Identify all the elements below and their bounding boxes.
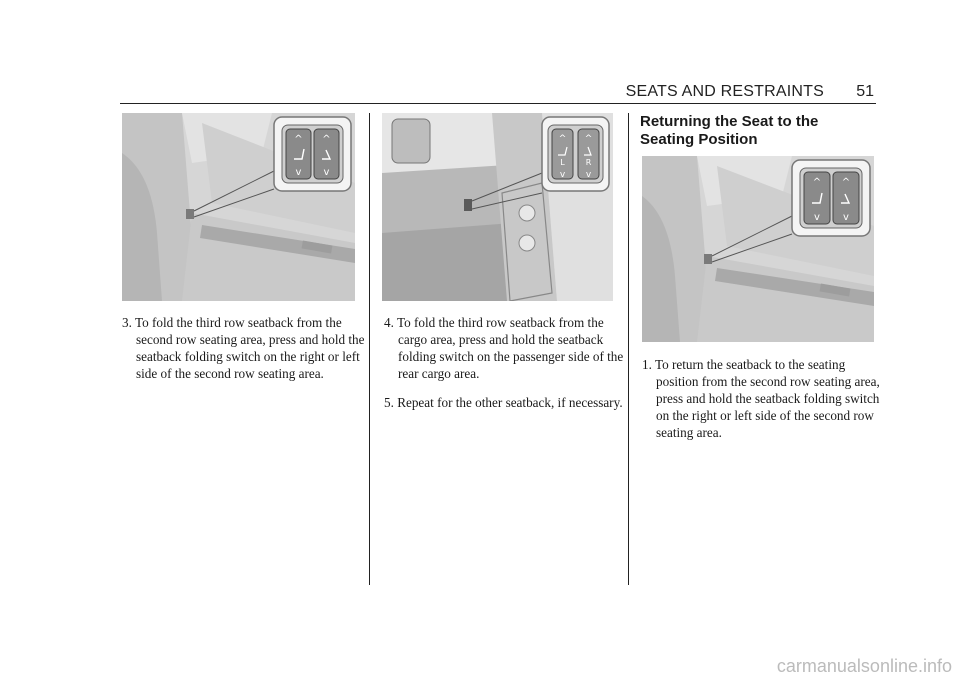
svg-text:^: ^: [584, 134, 593, 144]
svg-text:v: v: [295, 167, 302, 178]
switch-label-right: R: [585, 158, 592, 167]
svg-text:v: v: [323, 167, 330, 178]
section-heading: Returning the Seat to the Seating Position: [640, 113, 819, 148]
switch-label-left: L: [560, 158, 565, 167]
svg-text:v: v: [814, 212, 820, 223]
step-number: 5.: [384, 395, 394, 410]
svg-text:^: ^: [841, 177, 851, 188]
svg-text:v: v: [843, 212, 849, 223]
step-1: [642, 356, 888, 441]
running-header: [120, 80, 876, 102]
step-text: To fold the third row seatback from the second row seating area, press and hold the seatback folding switch on the right or left side of the second row seating area.: [134, 315, 365, 381]
svg-text:v: v: [585, 170, 592, 180]
section-title: SEATS AND RESTRAINTS: [625, 83, 824, 100]
step-number: 1.: [642, 357, 652, 372]
step-text: Repeat for the other seatback, if necessary.: [397, 395, 623, 410]
step-number: 3.: [122, 315, 132, 330]
step-3: [122, 314, 372, 382]
svg-text:v: v: [559, 170, 566, 180]
step-number: 4.: [384, 315, 394, 330]
svg-text:^: ^: [558, 134, 567, 144]
step-text: To return the seatback to the seating position from the second row seating area, press and hold the seatback folding switch on the right or left side of the second row seating area.: [654, 357, 880, 440]
svg-text:^: ^: [294, 134, 303, 145]
step-4: [384, 314, 634, 382]
step-text: To fold the third row seatback from the cargo area, press and hold the seatback folding switch on the passenger side of the rear cargo area.: [396, 315, 624, 381]
header-rule: [120, 103, 876, 104]
figure-cargo-switch: [382, 113, 613, 301]
watermark: carmanualsonline.info: [776, 656, 952, 676]
figure-second-row-switch: [122, 113, 355, 301]
svg-text:^: ^: [322, 134, 331, 145]
svg-text:^: ^: [812, 177, 822, 188]
figure-return-switch: [642, 156, 874, 342]
page-number: 51: [856, 83, 874, 100]
step-5: [384, 394, 634, 411]
